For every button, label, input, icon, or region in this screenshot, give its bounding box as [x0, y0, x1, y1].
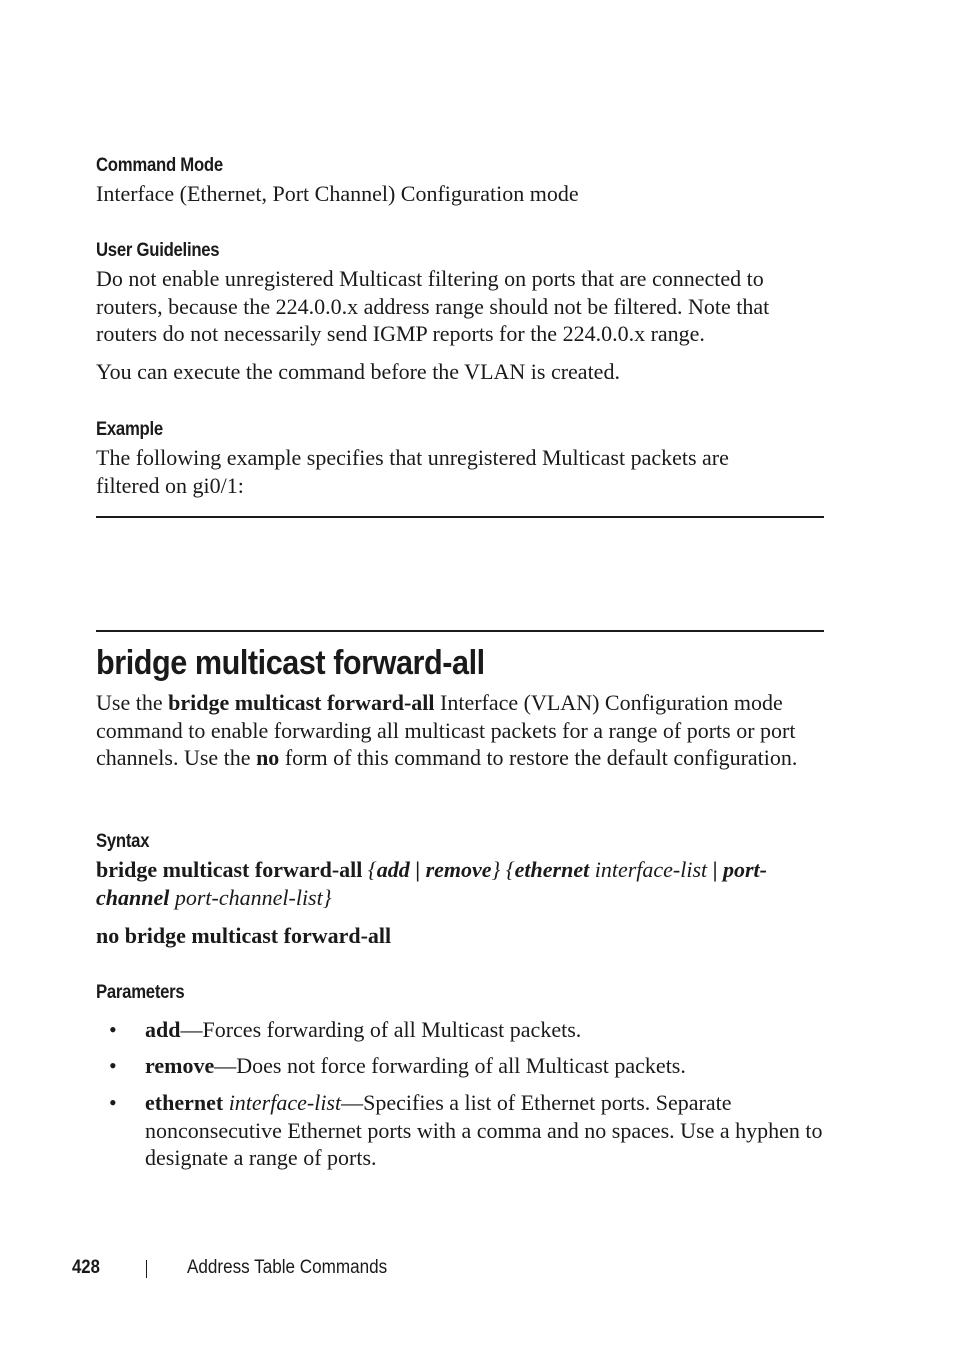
intro-no: no: [256, 745, 280, 770]
user-guidelines-paragraph: Do not enable unregistered Multicast filtering on ports that are connected to routers, because the 224.0.0.x address range should not be filtered. Note that routers do not necessarily send IGMP reports for the 224.0.0.x range.: [96, 266, 770, 346]
example-rule: [96, 516, 824, 518]
syntax-brace-1: {: [362, 857, 377, 882]
syntax-no-form-text: no bridge multicast forward-all: [96, 923, 392, 948]
section-intro: [96, 689, 831, 772]
parameter-item: [96, 1016, 836, 1044]
command-mode-heading: Command Mode: [96, 155, 223, 176]
syntax-command: [96, 856, 826, 911]
syntax-pipe-1: |: [409, 857, 426, 882]
bullet-icon: •: [109, 1090, 117, 1115]
parameter-term: add: [145, 1017, 181, 1042]
syntax-add: add: [376, 857, 410, 882]
parameter-item: [96, 1089, 836, 1173]
section-rule: [96, 630, 824, 632]
syntax-brace-3: }: [322, 884, 332, 910]
syntax-ethernet: ethernet: [514, 857, 590, 882]
footer-chapter-title: Address Table Commands: [187, 1257, 388, 1278]
parameter-desc: —Forces forwarding of all Multicast packets.: [180, 1017, 582, 1042]
parameter-desc: —Specifies a list of Ethernet ports. Separate nonconsecutive Ethernet ports with a comma and no spaces. Use a hyphen to designate a range of ports.: [145, 1090, 823, 1170]
page-number: 428: [72, 1257, 100, 1278]
parameters-heading: Parameters: [96, 982, 185, 1003]
parameter-text: [145, 1052, 835, 1080]
syntax-port-channel-list: port-channel-list: [169, 884, 323, 910]
parameter-term-italic: interface-list: [223, 1090, 342, 1115]
syntax-port-channel: port-channel: [96, 857, 767, 910]
intro-command: bridge multicast forward-all: [168, 690, 435, 715]
syntax-heading: Syntax: [96, 831, 150, 852]
parameter-term: ethernet: [145, 1090, 224, 1115]
example-text: The following example specifies that unregistered Multicast packets are filtered on gi0/1:: [96, 445, 729, 498]
intro-text-1: Use the: [96, 690, 169, 715]
section-title: bridge multicast forward-all: [96, 644, 485, 682]
syntax-brace-2: } {: [491, 857, 515, 882]
parameter-text: [145, 1089, 835, 1172]
user-guidelines-note: You can execute the command before the VLAN is created.: [96, 359, 620, 384]
parameter-item: [96, 1052, 836, 1080]
parameter-term: remove: [145, 1053, 215, 1078]
syntax-cmd: bridge multicast forward-all: [96, 857, 363, 882]
footer-separator: [146, 1260, 147, 1278]
bullet-icon: •: [109, 1053, 117, 1078]
command-mode-text: Interface (Ethernet, Port Channel) Configuration mode: [96, 181, 579, 206]
syntax-interface-list: interface-list: [589, 857, 708, 882]
intro-text-3: form of this command to restore the default configuration.: [279, 745, 798, 770]
parameter-desc: —Does not force forwarding of all Multicast packets.: [214, 1053, 686, 1078]
user-guidelines-heading: User Guidelines: [96, 240, 220, 261]
bullet-icon: •: [109, 1017, 117, 1042]
example-heading: Example: [96, 419, 163, 440]
syntax-pipe-2: |: [707, 857, 723, 882]
parameter-text: [145, 1016, 835, 1044]
intro-text-2: Interface (VLAN) Configuration mode command to enable forwarding all multicast packets for a range of ports or port channels. Use the: [96, 690, 796, 770]
syntax-remove: remove: [425, 857, 492, 882]
syntax-no-form: [96, 922, 836, 950]
